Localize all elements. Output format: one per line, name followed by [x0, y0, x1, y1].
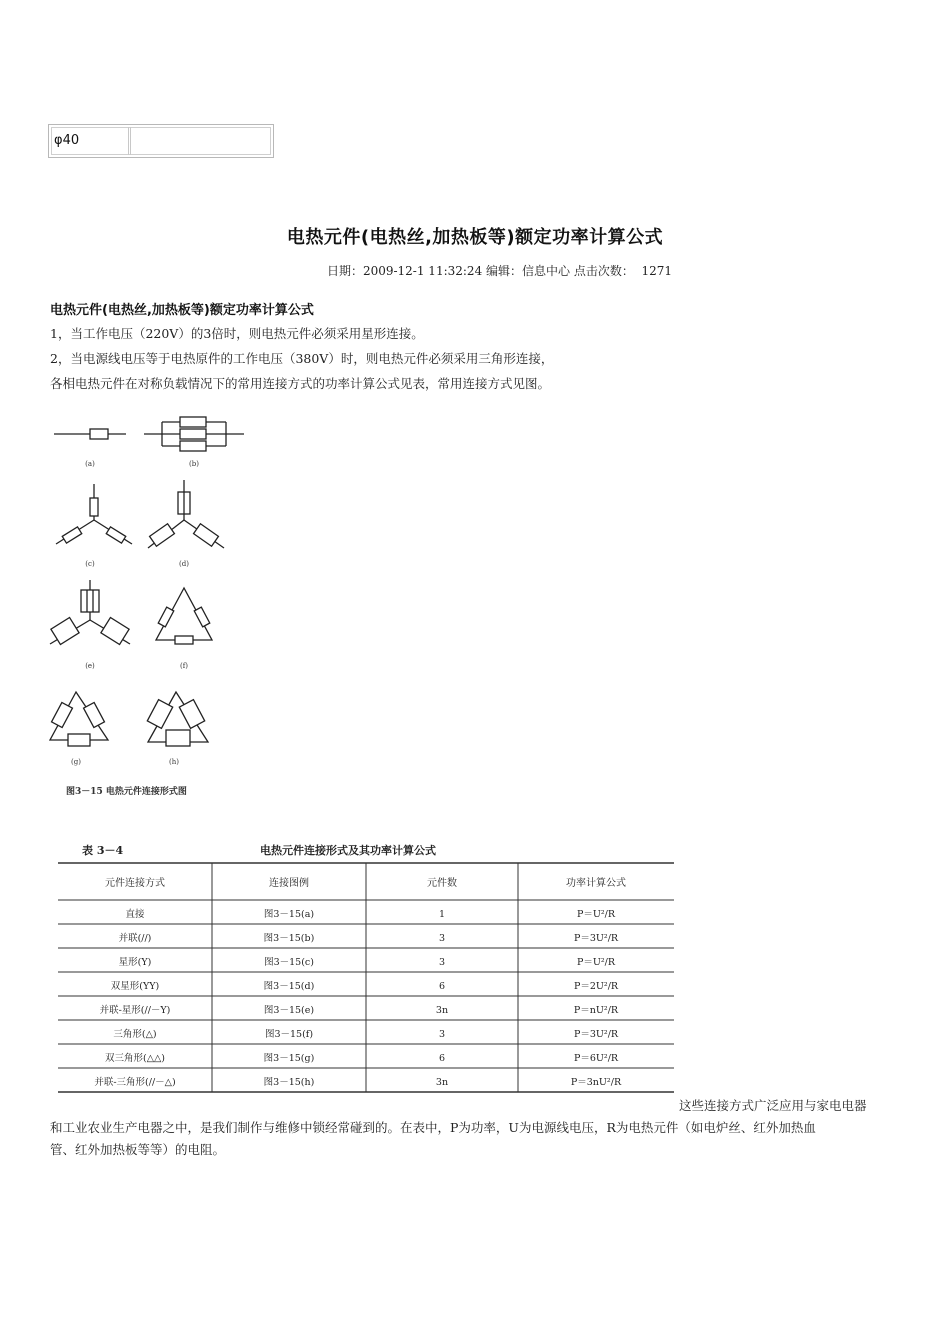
table-cell: 直接: [125, 909, 145, 920]
table-cell: 3: [438, 1029, 446, 1040]
diagram-label: (g): [71, 758, 81, 766]
table-cell: P＝2U²/R: [573, 981, 619, 992]
table-cell: 图3－15(c): [264, 957, 314, 968]
table-cell: P＝U²/R: [576, 957, 616, 968]
table-cell: P＝3U²/R: [573, 1029, 619, 1040]
paragraph-3: 各相电热元件在对称负载情况下的常用连接方式的功率计算公式见表，常用连接方式见图。: [50, 376, 551, 391]
table-cell: 图3－15(d): [263, 981, 315, 992]
connection-diagram: [44, 412, 254, 804]
article-meta: 日期：2009-12-1 11:32:24 编辑：信息中心 点击次数： 1271: [326, 264, 672, 278]
table-cell: P＝U²/R: [576, 909, 616, 920]
table-header: 元件数: [427, 878, 457, 889]
diagram-label: (a): [85, 460, 95, 468]
paragraph-2: 2，当电源线电压等于电热原件的工作电压（380V）时，则电热元件必须采用三角形连接，: [50, 351, 554, 366]
table-number: 表 3－4: [82, 844, 124, 857]
table-cell: 图3－15(f): [264, 1029, 314, 1040]
diagram-label: (c): [85, 560, 95, 568]
table-cell: P＝6U²/R: [573, 1053, 619, 1064]
table-cell: 1: [438, 909, 446, 920]
table-cell: P＝3nU²/R: [570, 1077, 622, 1088]
table-cell: 图3－15(h): [263, 1077, 315, 1088]
table-cell: 图3－15(g): [263, 1053, 315, 1064]
diagram-caption: 图3－15 电热元件连接形式图: [66, 787, 187, 797]
diagram-label: (e): [85, 662, 95, 670]
table-cell: 6: [438, 981, 446, 992]
diagram-label: (f): [179, 662, 189, 670]
table-header: 元件连接方式: [105, 878, 165, 889]
table-title: 电热元件连接形式及其功率计算公式: [260, 844, 436, 857]
diagram-label: (b): [189, 460, 199, 468]
table-cell: 图3－15(a): [263, 909, 315, 920]
diagram-label: (d): [179, 560, 189, 568]
table-cell: 并联-三角形(//－△): [94, 1077, 176, 1088]
top-table-cell-empty: [135, 127, 271, 155]
table-cell: P＝3U²/R: [573, 933, 619, 944]
table-cell: 图3－15(b): [263, 933, 315, 944]
table-cell: 双三角形(△△): [104, 1053, 166, 1064]
diagram-label: (h): [169, 758, 179, 766]
top-table: [48, 124, 274, 158]
table-cell: 双星形(YY): [110, 981, 160, 992]
closing-paragraph: [50, 1117, 910, 1161]
table-cell: 并联-星形(//－Y): [99, 1005, 171, 1016]
section-heading: 电热元件(电热丝,加热板等)额定功率计算公式: [50, 303, 314, 318]
paragraph-1: 1，当工作电压（220V）的3倍时，则电热元件必须采用星形连接。: [50, 326, 424, 341]
table-cell: 星形(Y): [118, 957, 152, 968]
table-cell: 图3－15(e): [263, 1005, 315, 1016]
top-table-cell: φ40: [51, 127, 131, 155]
closing-text-line-3: 管、红外加热板等等）的电阻。: [50, 1142, 226, 1157]
closing-text-line-1: 这些连接方式广泛应用与家电电器: [679, 1098, 867, 1113]
table-cell: 三角形(△): [113, 1029, 157, 1040]
table-cell: 并联(//): [118, 933, 152, 944]
formula-table: [54, 828, 678, 1098]
table-cell: P＝nU²/R: [573, 1005, 619, 1016]
table-cell: 3n: [435, 1077, 449, 1088]
article-title: 电热元件(电热丝,加热板等)额定功率计算公式: [286, 227, 664, 248]
table-cell: 3n: [435, 1005, 449, 1016]
closing-text-line-2: 和工业农业生产电器之中，是我们制作与维修中锁经常碰到的。在表中，P为功率，U为电源线电压，R为电热元件（如电炉丝、红外加热血: [50, 1120, 816, 1135]
table-cell: 3: [438, 957, 446, 968]
table-header: 连接图例: [269, 878, 309, 889]
table-cell: 6: [438, 1053, 446, 1064]
table-header: 功率计算公式: [566, 878, 626, 889]
table-cell: 3: [438, 933, 446, 944]
